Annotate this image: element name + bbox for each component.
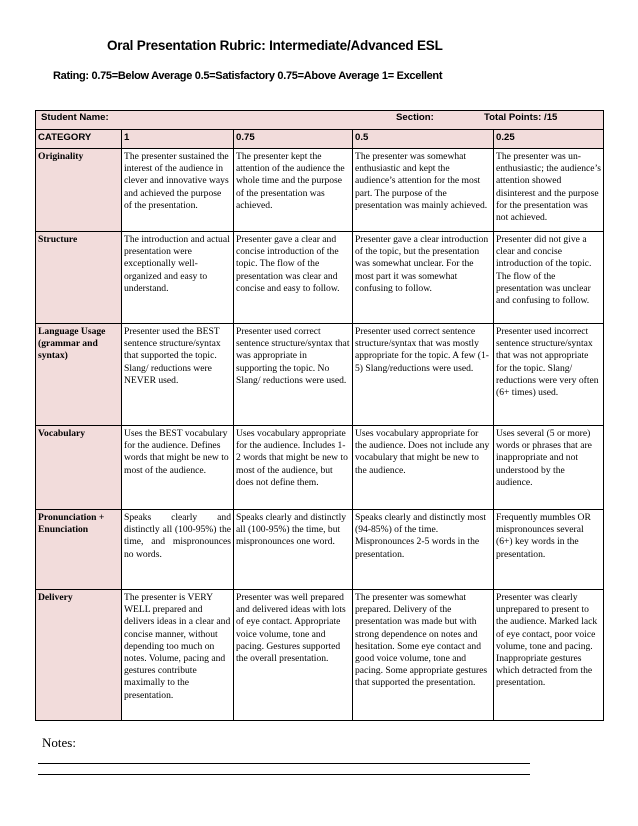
page-title: Oral Presentation Rubric: Intermediate/Advanced ESL — [107, 38, 443, 53]
criterion-cell: Uses several (5 or more) words or phrases that are inappropriate and not understood by the audience. — [494, 426, 604, 510]
criterion-cell: The presenter sustained the interest of the audience in clever and innovative ways and achieved the purpose of the presentation. — [122, 149, 234, 232]
criterion-cell: Speaks clearly and distinctly all (100-95%) the time, but mispronounces one word. — [234, 510, 353, 590]
category-cell: Vocabulary — [36, 426, 122, 510]
criterion-cell: Presenter gave a clear and concise introduction of the topic. The flow of the presentation was clear and concise and easy to follow. — [234, 232, 353, 324]
criterion-cell: Speaks clearly and distinctly most (94-85%) of the time. Mispronounces 2-5 words in the presentation. — [353, 510, 494, 590]
criterion-cell: Presenter did not give a clear and concise introduction of the topic. The flow of the presentation was unclear and confusing to follow. — [494, 232, 604, 324]
header-row-columns — [36, 130, 604, 149]
criterion-cell: The presenter kept the attention of the audience the whole time and the purpose of the presentation was achieved. — [234, 149, 353, 232]
criterion-cell: The presenter was somewhat enthusiastic and kept the audience’s attention for the most part. The purpose of the presentation was mainly achieved. — [353, 149, 494, 232]
criterion-cell: Presenter was well prepared and delivered ideas with lots of eye contact. Appropriate voice volume, tone and pacing. Gestures supported the overall presentation. — [234, 590, 353, 721]
category-cell: Pronunciation + Enunciation — [36, 510, 122, 590]
criterion-cell: Presenter used correct sentence structure/syntax that was appropriate in supporting the topic. No Slang/ reductions were used. — [234, 324, 353, 426]
header-row-student-info — [36, 111, 604, 130]
category-cell: Delivery — [36, 590, 122, 721]
criterion-cell: Presenter used correct sentence structure/syntax that was mostly appropriate for the topic. A few (1-5) Slang/reductions were used. — [353, 324, 494, 426]
section-label: Section: — [396, 112, 434, 123]
criterion-cell: The introduction and actual presentation were exceptionally well- organized and easy to understand. — [122, 232, 234, 324]
criterion-cell: The presenter is VERY WELL prepared and delivers ideas in a clear and concise manner, without depending too much on notes. Volume, pacing and gestures contribute maximally to the presentation. — [122, 590, 234, 721]
column-header-category: CATEGORY — [36, 130, 122, 149]
criterion-cell: Presenter gave a clear introduction of the topic, but the presentation was somewhat unclear. For the most part it was somewhat confusing to follow. — [353, 232, 494, 324]
column-header-score-1: 1 — [122, 130, 234, 149]
notes-line[interactable] — [38, 774, 530, 775]
column-header-score-025: 0.25 — [494, 130, 604, 149]
table-row — [36, 232, 604, 324]
table-row — [36, 426, 604, 510]
student-name-label: Student Name: — [41, 112, 109, 123]
criterion-cell: Presenter was clearly unprepared to present to the audience. Marked lack of eye contact, poor voice volume, tone and pacing. Inappropriate gestures which detracted from the presentation. — [494, 590, 604, 721]
rating-scale: Rating: 0.75=Below Average 0.5=Satisfactory 0.75=Above Average 1= Excellent — [53, 70, 443, 82]
criterion-cell: Speaks clearly and distinctly all (100-95%) the time, and mispronounces no words. — [122, 510, 234, 590]
table-row — [36, 149, 604, 232]
criterion-cell: Uses the BEST vocabulary for the audience. Defines words that might be new to most of the audience. — [122, 426, 234, 510]
table-row — [36, 590, 604, 721]
criterion-cell: Frequently mumbles OR mispronounces several (6+) key words in the presentation. — [494, 510, 604, 590]
rubric-table — [35, 110, 604, 721]
criterion-cell: Uses vocabulary appropriate for the audience. Includes 1-2 words that might be new to most of the audience, but does not define them. — [234, 426, 353, 510]
category-cell: Structure — [36, 232, 122, 324]
table-row — [36, 324, 604, 426]
criterion-cell: Uses vocabulary appropriate for the audience. Does not include any vocabulary that might be new to the audience. — [353, 426, 494, 510]
category-cell: Originality — [36, 149, 122, 232]
category-cell: Language Usage (grammar and syntax) — [36, 324, 122, 426]
criterion-cell: The presenter was un-enthusiastic; the audience’s attention showed disinterest and the purpose for the presentation was not achieved. — [494, 149, 604, 232]
notes-label: Notes: — [42, 735, 76, 750]
criterion-cell: Presenter used the BEST sentence structure/syntax that supported the topic. Slang/ reductions were NEVER used. — [122, 324, 234, 426]
criterion-cell: Presenter used incorrect sentence structure/syntax that was not appropriate for the topic. Slang/ reductions were very often (6+ times) used. — [494, 324, 604, 426]
column-header-score-05: 0.5 — [353, 130, 494, 149]
student-info-cell — [36, 111, 604, 130]
table-row — [36, 510, 604, 590]
notes-line[interactable] — [38, 763, 530, 764]
total-points-label: Total Points: /15 — [484, 112, 558, 123]
column-header-score-075: 0.75 — [234, 130, 353, 149]
criterion-cell: The presenter was somewhat prepared. Delivery of the presentation was made but with strong dependence on notes and hesitation. Some eye contact and good voice volume, tone and pacing. Some appropriate gestures that supported the presentation. — [353, 590, 494, 721]
